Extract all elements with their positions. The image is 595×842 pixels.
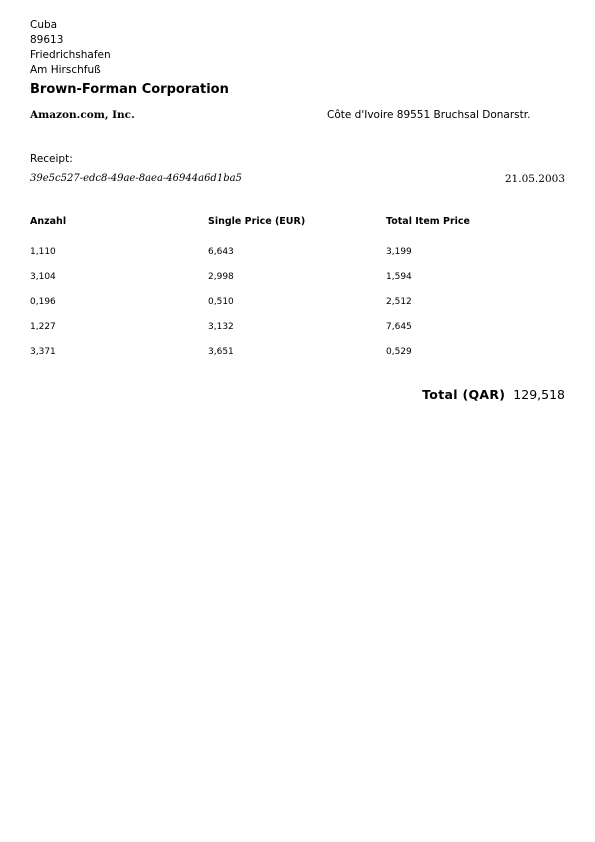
table-cell-total-item-price: 2,512 [386,297,412,307]
table-cell-total-item-price: 1,594 [386,272,412,282]
recipient-country: Cuba [30,19,58,31]
table-cell-quantity: 3,104 [30,272,56,282]
receipt-label: Receipt: [30,153,73,165]
total-line [422,387,565,402]
table-cell-quantity: 1,110 [30,247,56,257]
table-cell-single-price: 0,510 [208,297,234,307]
table-cell-single-price: 2,998 [208,272,234,282]
table-cell-quantity: 3,371 [30,347,56,357]
receipt-date: 21.05.2003 [504,173,565,185]
total-value: 129,518 [513,387,565,402]
table-cell-total-item-price: 0,529 [386,347,412,357]
table-cell-single-price: 6,643 [208,247,234,257]
column-header-quantity: Anzahl [30,216,67,227]
table-cell-quantity: 0,196 [30,297,56,307]
table-cell-total-item-price: 3,199 [386,247,412,257]
sender-name: Amazon.com, Inc. [30,109,135,121]
table-cell-total-item-price: 7,645 [386,322,412,332]
receipt-id: 39e5c527-edc8-49ae-8aea-46944a6d1ba5 [30,173,242,184]
table-cell-single-price: 3,132 [208,322,234,332]
table-cell-quantity: 1,227 [30,322,56,332]
sender-address: Côte d'Ivoire 89551 Bruchsal Donarstr. [327,109,531,121]
recipient-company: Brown-Forman Corporation [30,82,229,97]
table-cell-single-price: 3,651 [208,347,234,357]
recipient-city: Friedrichshafen [30,49,111,61]
recipient-postal-code: 89613 [30,34,64,46]
recipient-street: Am Hirschfuß [30,64,101,76]
column-header-single-price: Single Price (EUR) [208,216,306,227]
total-label: Total (QAR) [422,387,506,402]
column-header-total-item-price: Total Item Price [386,216,470,227]
